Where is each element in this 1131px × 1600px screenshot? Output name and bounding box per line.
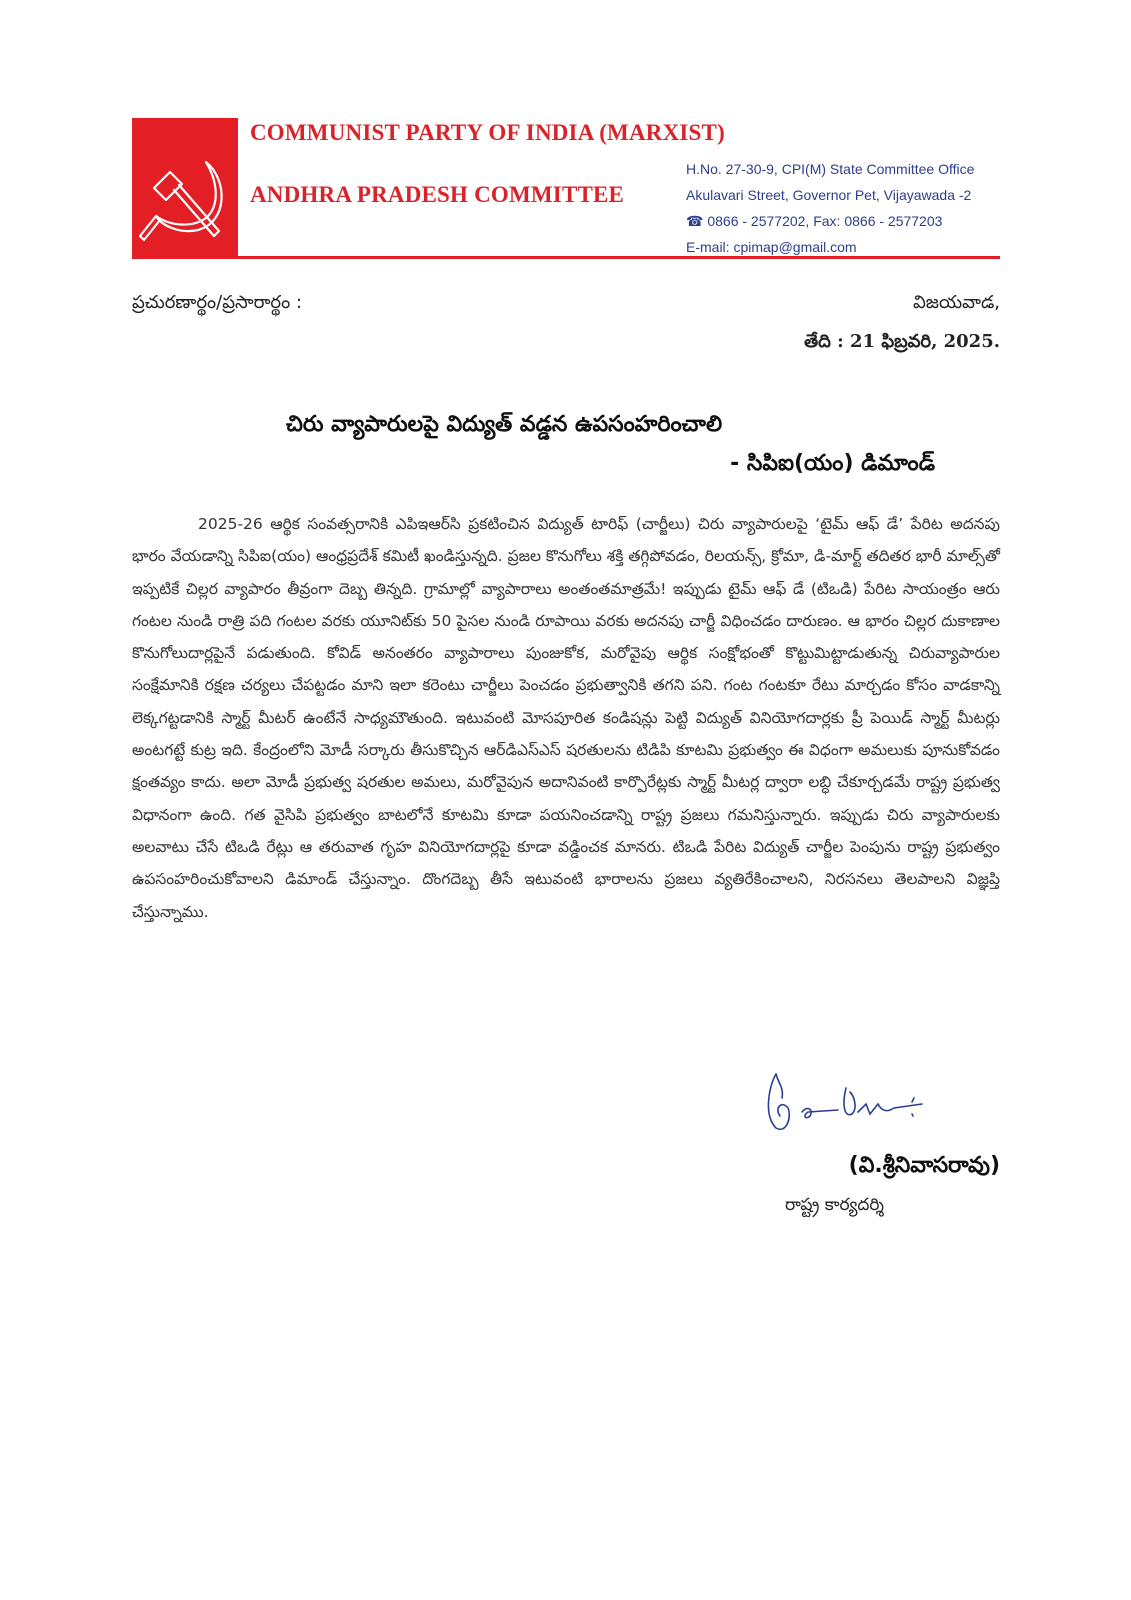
signer-name: (వి.శ్రీనివాసరావు) [848,1153,1000,1178]
date: తేది : 21 ఫిబ్రవరి, 2025. [804,331,1000,352]
email-line: E-mail: cpimap@gmail.com [686,239,857,255]
address-line-2: Akulavari Street, Governor Pet, Vijayawada -2 [686,187,972,203]
hammer-and-sickle-icon [132,118,238,259]
body-paragraph: 2025-26 ఆర్థిక సంవత్సరానికి ఎపిఇఆర్‌సి ప్రకటించిన విద్యుత్ టారిఫ్ (చార్జీలు) చిరు వ్యాపారులపై ‘టైమ్ ఆఫ్ డే’ పేరిట అదనపు భారం వేయడాన్ని సిపిఐ(యం) ఆంధ్రప్రదేశ్ కమిటీ ఖండిస్తున్నది. ప్రజల కొనుగోలు శక్తి తగ్గిపోవడం, రిలయన్స్, క్రోమా, డి-మార్ట్ తదితర భారీ మాల్స్‌తో ఇప్పటికే చిల్లర వ్యాపారం తీవ్రంగా దెబ్బ తిన్నది. గ్రామాల్లో వ్యాపారాలు అంతంతమాత్రమే! ఇప్పుడు టైమ్ ఆఫ్ డే (టిఒడి) పేరిట సాయంత్రం ఆరు గంటల నుండి రాత్రి పది గంటల వరకు యూనిట్‌కు 50 పైసల నుండి రూపాయి వరకు అదనపు చార్జీ విధించడం దారుణం. ఆ భారం చిల్లర దుకాణాల కొనుగోలుదార్లపైనే పడుతుంది. కోవిడ్ అనంతరం వ్యాపారాలు పుంజుకోక, మరోవైపు ఆర్థిక సంక్షోభంతో కొట్టుమిట్టాడుతున్న చిరువ్యాపారుల సంక్షేమానికి రక్షణ చర్యలు చేపట్టడం మాని ఇలా కరెంటు చార్జీలు పెంచడం ప్రభుత్వానికి తగని పని. గంట గంటకూ రేటు మార్చడం కోసం వాడకాన్ని లెక్కగట్టడానికి స్మార్ట్ మీటర్ ఉంటేనే సాధ్యమౌతుంది. ఇటువంటి మోసపూరిత కండిషన్లు పెట్టి విద్యుత్ వినియోగదార్లకు ప్రీ పెయిడ్ స్మార్ట్ మీటర్లు అంటగట్టే కుట్ర ఇది. కేంద్రంలోని మోడీ సర్కారు తీసుకొచ్చిన ఆర్‌డిఎస్‌ఎస్ షరతులను టిడిపి కూటమి ప్రభుత్వం ఈ విధంగా అమలుకు పూనుకోవడం క్షంతవ్యం కాదు. అలా మోడీ ప్రభుత్వ షరతుల అమలు, మరోవైపున అదానివంటి కార్పొరేట్లకు స్మార్ట్ మీటర్ల ద్వారా లబ్ధి చేకూర్చడమే రాష్ట్ర ప్రభుత్వ విధానంగా ఉంది. గత వైసిపి ప్రభుత్వం బాటలోనే కూటమి కూడా పయనించడాన్ని రాష్ట్ర ప్రజలు గమనిస్తున్నారు. ఇప్పుడు చిరు వ్యాపారులకు అలవాటు చేసే టిఒడి రేట్లు ఆ తరువాత గృహ వినియోగదార్లపై కూడా వడ్డించక మానరు. టిఒడి పేరిట విద్యుత్ చార్జీల పెంపును రాష్ట్ర ప్రభుత్వం ఉపసంహరించుకోవాలని డిమాండ్ చేస్తున్నాం. దొంగదెబ్బ తీసే ఇటువంటి భారాలను ప్రజలు వ్యతిరేకించాలని, నిరసనలు తెలపాలని విజ్ఞప్తి చేస్తున్నాము. [132,515,1000,921]
organization-name: COMMUNIST PARTY OF INDIA (MARXIST) [250,120,725,145]
phone-icon: ☎ [686,213,704,229]
signature-image [762,1068,942,1138]
committee-name: ANDHRA PRADESH COMMITTEE [250,182,625,207]
press-release-body [132,508,1000,928]
signer-title: రాష్ట్ర కార్యదర్శి [785,1195,885,1215]
contact-block [686,156,974,260]
headline-title: చిరు వ్యాపారులపై విద్యుత్ వడ్డన ఉపసంహరించాలి [286,412,723,437]
letterhead-divider [132,256,1000,259]
phone-line [686,208,974,234]
release-label: ప్రచురణార్థం/ప్రసారార్థం : [132,292,303,313]
signature-icon [762,1068,942,1138]
place: విజయవాడ, [912,292,1000,313]
letterhead [132,118,1000,259]
headline-subtitle: - సిపిఐ(యం) డిమాండ్ [730,451,935,476]
address-line-1: H.No. 27-30-9, CPI(M) State Committee Office [686,161,975,177]
phone-numbers: 0866 - 2577202, Fax: 0866 - 2577203 [707,213,943,229]
party-logo [132,118,238,259]
